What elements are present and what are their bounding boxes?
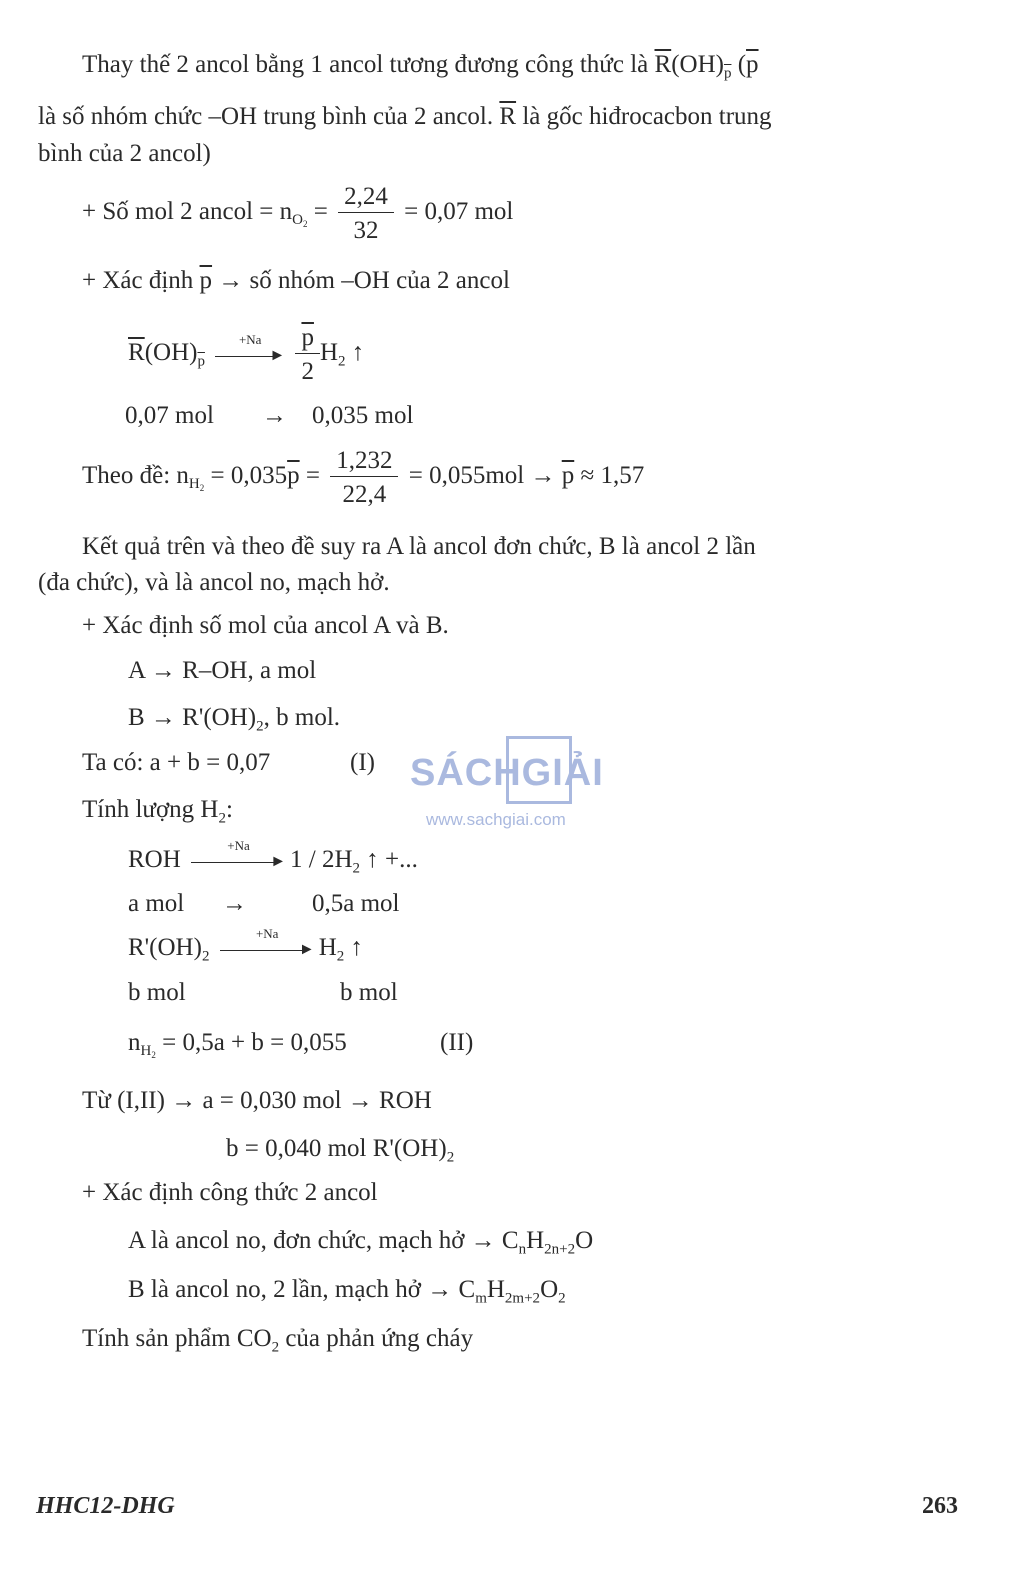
alcohol-b-line: $B \to R'(OH)_2$, b mol. [128,704,341,735]
formula-title: + Xác định công thức 2 ancol [82,1179,378,1206]
mol-ancol-equation: + Số mol 2 ancol = $n_{O_2}$ = $\frac{2,24}{32}$ = 0,07 mol [82,183,514,244]
co2-line: Tính sản phẩm $CO_2$ của phản ứng cháy [82,1325,474,1356]
reaction-1: $\overline{R}(OH)_{\overline{p}}$ +Na ► $\frac{\overline{p}}{2}$ $H_2$ ↑ [128,324,365,385]
reaction-3-mol-left: b mol [128,979,186,1006]
h2-title: Tính lượng $H_2$: [82,796,233,827]
page-number: 263 [922,1493,958,1519]
intro-line-2: là số nhóm chức –OH trung bình của 2 ancol. $\overline{R}$ là gốc hiđrocacbon trung [38,103,772,130]
watermark-text: SÁCHGIẢI [410,752,604,794]
intro-line-1: Thay thế 2 ancol bằng 1 ancol tương đương công thức là $\overline{R}(OH)_{\overline{p}}$ ($\overline{p}$ [82,51,759,82]
reaction-1-mol-arrow: → [262,402,287,429]
formula-a: A là ancol no, đơn chức, mạch hở → $C_nH_{2n+2}O$ [128,1227,594,1258]
reaction-arrow: +Na ► [215,345,285,365]
equation-2-tag: (II) [440,1029,474,1056]
determine-p-line: + Xác định $\overline{p}$ → số nhóm –OH của 2 ancol [82,267,510,294]
solve-line-1: Từ (I,II) → a = 0,030 mol → ROH [82,1087,432,1114]
equation-2: $n_{H_2} = 0,5a + b = 0,055$ [128,1029,347,1061]
reaction-3-mol-right: b mol [340,979,398,1006]
watermark-url: www.sachgiai.com [426,810,566,829]
alcohol-a-line: A → R–OH, a mol [128,657,317,684]
equation-1: Ta có: a + b = 0,07 [82,749,271,776]
conclusion-line-1: Kết quả trên và theo đề suy ra A là ancol đơn chức, B là ancol 2 lần [82,533,756,560]
watermark [410,730,615,840]
equation-1-tag: (I) [350,749,375,776]
fraction-2-24-over-32: $\frac{2,24}{32}$ [338,184,394,243]
solve-line-2: b = 0,040 mol $R'(OH)_2$ [226,1135,455,1166]
reaction-1-mol-left: 0,07 mol [125,402,214,429]
step-3-title: + Xác định số mol của ancol A và B. [82,612,449,639]
theo-de-equation: Theo đề: $n_{H_2} = 0,035\overline{p}$ = $\frac{1,232}{22,4}$ = $0,055mol \to \overline{p} \approx 1,57$ [82,447,645,508]
reaction-2-mol-arrow: → [222,890,247,917]
fraction-1-232-over-22-4: $\frac{1,232}{22,4}$ [330,448,398,507]
reaction-2: ROH +Na ► $1 / 2H_2$ ↑ +... [128,838,418,877]
reaction-arrow: +Na ► [191,851,286,871]
reaction-3: $R'(OH)_2$ +Na ► $H_2$ ↑ [128,926,364,965]
reaction-2-mol-left: a mol [128,890,185,917]
conclusion-line-2: (đa chức), và là ancol no, mạch hở. [38,569,390,596]
footer-book-code: HHC12-DHG [36,1493,175,1519]
intro-line-3: bình của 2 ancol) [38,140,211,167]
reaction-1-mol-right: 0,035 mol [312,402,414,429]
reaction-arrow: +Na ► [220,939,315,959]
fraction-p-over-2: $\frac{\overline{p}}{2}$ [295,325,320,384]
reaction-2-mol-right: 0,5a mol [312,890,400,917]
formula-b: B là ancol no, 2 lần, mạch hở → $C_mH_{2m+2}O_2$ [128,1276,566,1307]
